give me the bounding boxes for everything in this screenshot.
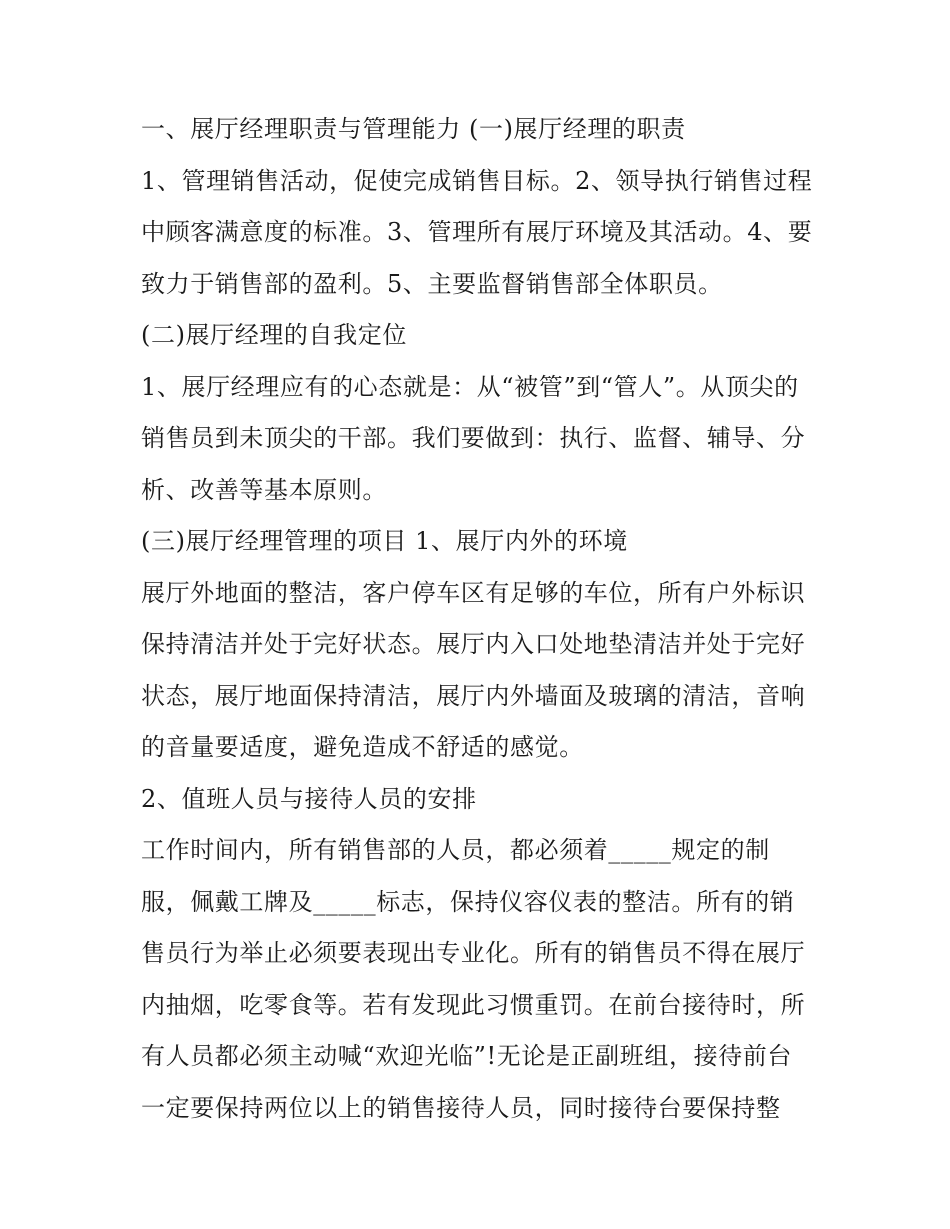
- text-line: 保持清洁并处于完好状态。展厅内入口处地垫清洁并处于完好: [141, 630, 806, 658]
- document-body: [141, 110, 831, 1140]
- text-line: (二)展厅经理的自我定位: [141, 321, 407, 349]
- text-line: 销售员到未顶尖的干部。我们要做到：执行、监督、辅导、分: [141, 424, 806, 452]
- text-line: 有人员都必须主动喊“欢迎光临”!无论是正副班组，接待前台: [141, 1042, 792, 1070]
- text-line: 析、改善等基本原则。: [141, 475, 387, 504]
- text-line: 致力于销售部的盈利。5、主要监督销售部全体职员。: [141, 269, 723, 298]
- text-line: 中顾客满意度的标准。3、管理所有展厅环境及其活动。4、要: [141, 218, 813, 246]
- text-line: 工作时间内，所有销售部的人员，都必须着_____规定的制: [141, 836, 770, 864]
- text-line: 2、值班人员与接待人员的安排: [141, 784, 477, 813]
- text-line: 服，佩戴工牌及_____标志，保持仪容仪表的整洁。所有的销: [141, 887, 795, 916]
- text-line: 1、管理销售活动，促使完成销售目标。2、领导执行销售过程: [141, 166, 813, 195]
- text-line: 售员行为举止必须要表现出专业化。所有的销售员不得在展厅: [141, 939, 806, 967]
- text-line: 一定要保持两位以上的销售接待人员，同时接待台要保持整: [141, 1093, 781, 1122]
- text-line: 的音量要适度，避免造成不舒适的感觉。: [141, 733, 584, 761]
- text-line: 1、展厅经理应有的心态就是：从“被管”到“管人”。从顶尖的: [141, 372, 799, 401]
- text-line: 内抽烟，吃零食等。若有发现此习惯重罚。在前台接待时，所: [141, 990, 806, 1019]
- text-line: (三)展厅经理管理的项目 1、展厅内外的环境: [141, 527, 628, 555]
- text-line: 一、展厅经理职责与管理能力 (一)展厅经理的职责: [141, 115, 686, 143]
- text-line: 状态，展厅地面保持清洁，展厅内外墙面及玻璃的清洁，音响: [141, 681, 806, 710]
- text-line: 展厅外地面的整洁，客户停车区有足够的车位，所有户外标识: [141, 578, 806, 607]
